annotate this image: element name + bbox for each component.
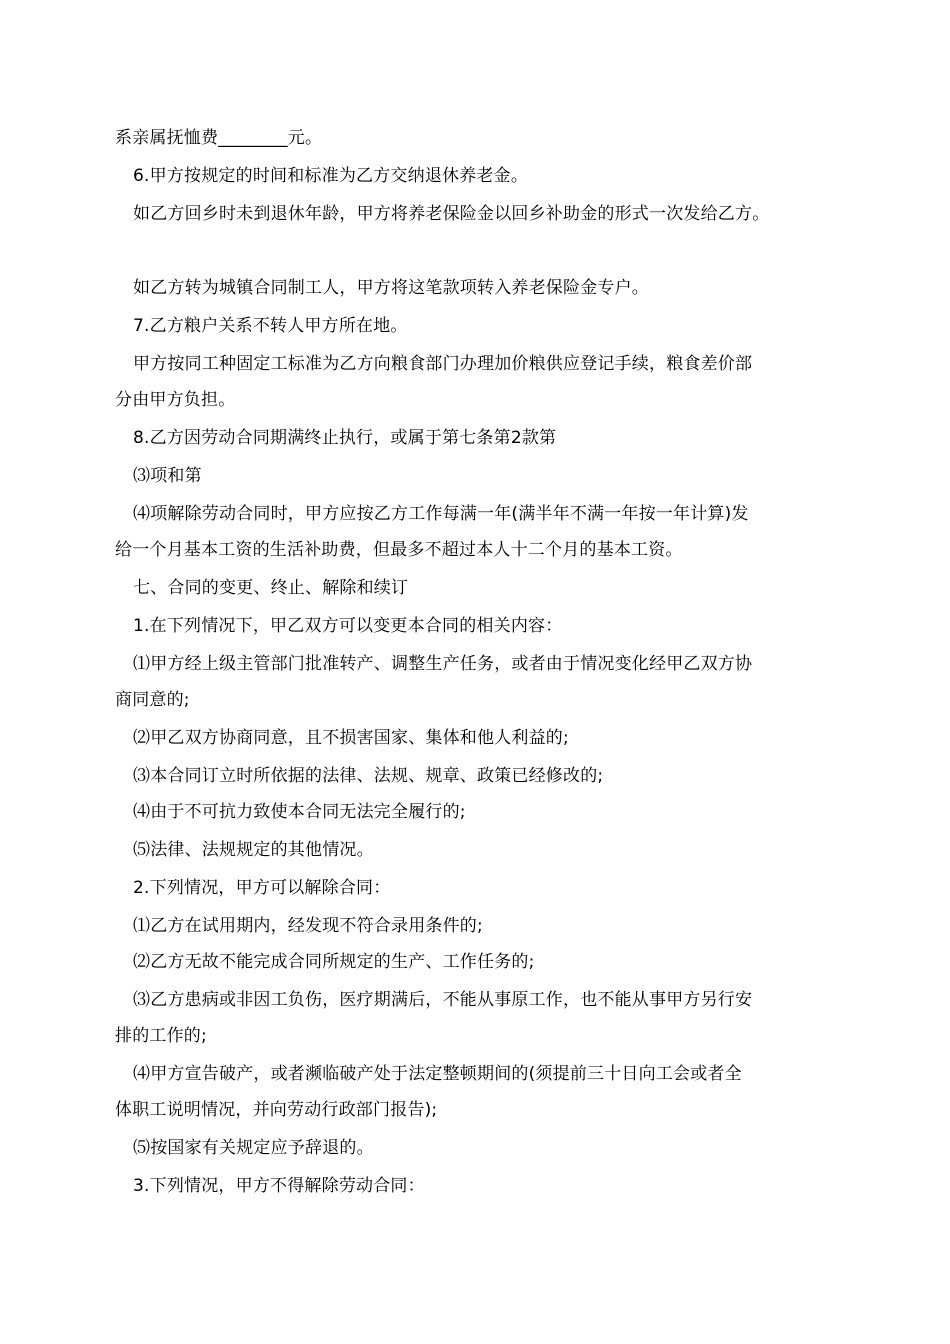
text-line: 体职工说明情况，并向劳动行政部门报告); — [115, 1100, 438, 1120]
text-line: ⑷由于不可抗力致使本合同无法完全履行的; — [133, 802, 466, 822]
text-line: 排的工作的; — [115, 1026, 207, 1046]
text-line: 分由甲方负担。 — [115, 390, 236, 410]
text-line: 系亲属抚恤费________元。 — [115, 128, 323, 148]
text-line: 甲方按同工种固定工标准为乙方向粮食部门办理加价粮供应登记手续，粮食差价部 — [133, 354, 753, 374]
text-line: 给一个月基本工资的生活补助费，但最多不超过本人十二个月的基本工资。 — [115, 540, 683, 560]
text-line: 商同意的; — [115, 690, 190, 710]
text-line: 7.乙方粮户关系不转人甲方所在地。 — [133, 316, 408, 336]
text-line: ⑵乙方无故不能完成合同所规定的生产、工作任务的; — [133, 952, 535, 972]
text-line: ⑸法律、法规规定的其他情况。 — [133, 840, 374, 860]
text-line: 3.下列情况，甲方不得解除劳动合同： — [133, 1176, 425, 1196]
text-line: ⑸按国家有关规定应予辞退的。 — [133, 1138, 374, 1158]
text-line: 如乙方回乡时未到退休年龄，甲方将养老保险金以回乡补助金的形式一次发给乙方。 — [133, 204, 770, 224]
text-line: ⑴乙方在试用期内，经发现不符合录用条件的; — [133, 916, 483, 936]
text-line: 如乙方转为城镇合同制工人，甲方将这笔款项转入养老保险金专户。 — [133, 278, 649, 298]
text-line: 8.乙方因劳动合同期满终止执行，或属于第七条第2款第 — [133, 428, 557, 448]
text-line: ⑶项和第 — [133, 466, 202, 486]
text-line: ⑶乙方患病或非因工负伤，医疗期满后，不能从事原工作，也不能从事甲方另行安 — [133, 990, 753, 1010]
text-line: 2.下列情况，甲方可以解除合同： — [133, 878, 391, 898]
text-line: ⑴甲方经上级主管部门批准转产、调整生产任务，或者由于情况变化经甲乙双方协 — [133, 654, 753, 674]
text-line: ⑷甲方宣告破产，或者濒临破产处于法定整顿期间的(须提前三十日向工会或者全 — [133, 1064, 742, 1084]
text-line: 1.在下列情况下，甲乙双方可以变更本合同的相关内容： — [133, 616, 563, 636]
text-line: ⑷项解除劳动合同时，甲方应按乙方工作每满一年(满半年不满一年按一年计算)发 — [133, 504, 749, 524]
text-line: 6.甲方按规定的时间和标准为乙方交纳退休养老金。 — [133, 166, 529, 186]
text-line: ⑵甲乙双方协商同意，且不损害国家、集体和他人利益的; — [133, 728, 569, 748]
text-line: ⑶本合同订立时所依据的法律、法规、规章、政策已经修改的; — [133, 766, 604, 786]
section-heading: 七、合同的变更、终止、解除和续订 — [133, 578, 409, 598]
